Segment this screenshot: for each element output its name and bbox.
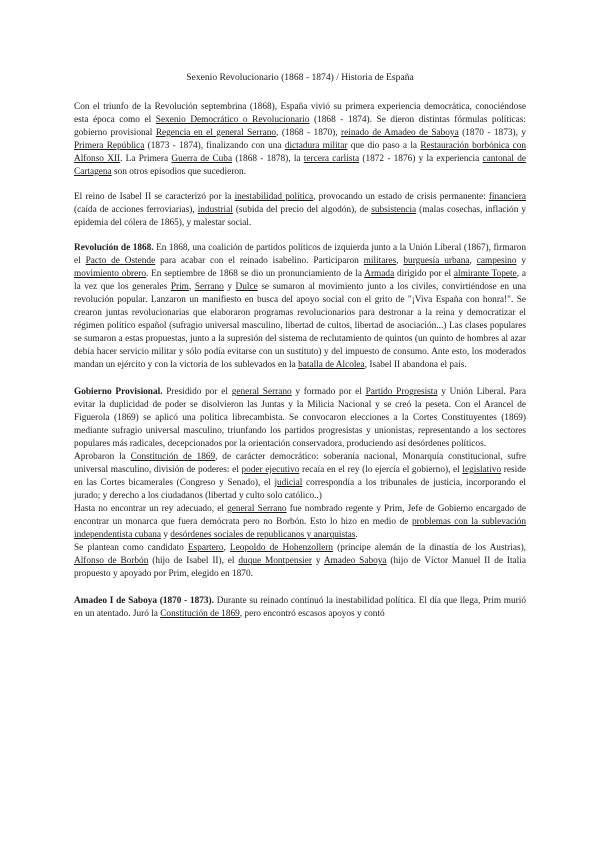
text-run: y Unión Liberal. Para evitar la duplicidad de poder se disolvieron las Juntas y la Milicia Nacional y se creó la peseta. Con el Arancel de Figuerola (1869) se aplicó una política librecambista. Se convocaron elecciones a la Cortes Constituyentes (1869) mediante sufragio universal masculino, triunfando los partidos progresistas y unionistas, representando a los sectores populares más radicales, decepcionados por la orientación conservadora, produciendo así desórdenes políticos.	[74, 387, 526, 449]
underlined-term: industrial	[197, 205, 233, 215]
text-run: ,	[396, 256, 404, 266]
paragraph-gobierno-provisional	[74, 386, 526, 451]
document-title: Sexenio Revolucionario (1868 - 1874) / Historia de España	[186, 72, 414, 83]
paragraph-intro	[74, 101, 526, 179]
underlined-term: Espartero	[187, 543, 224, 553]
text-run: recaía en el rey (lo ejercía el gobierno), el	[299, 465, 463, 475]
text-run: (subida del precio del algodón), de	[232, 205, 372, 215]
text-run: ,	[469, 256, 477, 266]
underlined-term: duque Montpensier	[238, 556, 312, 566]
text-run: (caída de acciones ferroviarias),	[74, 205, 198, 215]
text-run: y	[516, 256, 526, 266]
underlined-term: financiera	[488, 192, 526, 202]
text-run: (príncipe alemán de la dinastía de los Austrias),	[333, 543, 526, 553]
underlined-term: problemas con la sublevación independentista cubana	[74, 517, 527, 540]
section-heading: Gobierno Provisional.	[74, 387, 163, 397]
underlined-term: Sexenio Democrático o Revolucionario	[155, 115, 310, 125]
underlined-term: Constitución de 1869	[130, 452, 216, 462]
underlined-term: Restauración borbónica con Alfonso XII	[74, 141, 526, 164]
text-run: y formado por el	[291, 387, 366, 397]
text-run: (1873 - 1874), finalizando con una	[144, 141, 285, 151]
text-run: , Isabel II abandona el país.	[364, 360, 467, 370]
text-run: y	[161, 530, 171, 540]
underlined-term: Pacto de Ostende	[85, 256, 156, 266]
text-run: . En septiembre de 1868 se dio un pronunciamiento de la	[145, 269, 365, 279]
paragraph-isabel-ii	[74, 191, 526, 230]
underlined-term: Serrano	[194, 282, 224, 292]
text-run: Presidido por el	[162, 387, 232, 397]
underlined-term: Armada	[364, 269, 395, 279]
text-run: correspondía a los tribunales de justicia, incorporando el jurado; y derecho a los ciudadanos (libertad y culto solo católico..)	[74, 478, 526, 501]
text-run: Durante su reinado continuó la inestabilidad política. El día que llega, Prim murió en un atentado. Juró la	[74, 596, 526, 619]
text-run: , a la vez que los generales	[74, 269, 526, 292]
text-run: .	[355, 530, 358, 540]
text-run: , (1868 - 1870),	[276, 128, 342, 138]
text-run: (1868 - 1878), la	[232, 154, 304, 164]
underlined-term: batalla de Alcolea	[298, 360, 365, 370]
text-run: ,	[188, 282, 195, 292]
paragraph-candidatos	[74, 542, 526, 581]
underlined-term: general Serrano	[227, 504, 287, 514]
underlined-term: Dulce	[235, 282, 258, 292]
underlined-term: judicial	[274, 478, 303, 488]
underlined-term: dictadura militar	[284, 141, 348, 151]
text-run: ,	[223, 543, 230, 553]
text-run: Hasta no encontrar un rey adecuado, el	[74, 504, 228, 514]
underlined-term: campesino	[476, 256, 517, 266]
underlined-term: tercera carlista	[303, 154, 360, 164]
text-run: reside en las Cortes bicamerales (Congreso y Senado), el	[74, 465, 526, 488]
text-run: y	[311, 556, 324, 566]
text-run: son otros episodios que sucedieron.	[111, 167, 246, 177]
underlined-term: general Serrano	[231, 387, 292, 397]
underlined-term: movimiento obrero	[74, 269, 146, 279]
underlined-term: almirante Topete	[453, 269, 517, 279]
text-run: (malas cosechas, inflación y epidemia del cólera de 1865), y malestar social.	[74, 205, 526, 228]
text-run: , pero encontró escasos apoyos y contó	[239, 609, 385, 619]
text-run: , de carácter democrático: soberanía nacional, Monarquía constitucional, sufre universal masculino, división de poderes: el	[74, 452, 527, 475]
section-heading: Revolución de 1868.	[74, 243, 154, 253]
text-run: Con el triunfo de la Revolución septembrina (1868), España vivió su primera experiencia democrática, conociéndose esta época como el	[74, 102, 526, 125]
text-run: El reino de Isabel II se caracterizó por la	[74, 192, 235, 202]
paragraph-amadeo-i	[74, 595, 526, 621]
text-run: (1868 - 1874). Se dieron distintas fórmulas políticas: gobierno provisional	[74, 115, 527, 138]
text-run: (hijo de Víctor Manuel II de Italia propuesto y apoyado por Prim, elegido en 1870.	[74, 556, 526, 579]
text-run: , provocando un estado de crisis permanente:	[313, 192, 489, 202]
underlined-term: poder ejecutivo	[241, 465, 300, 475]
underlined-term: Partido Progresista	[365, 387, 438, 397]
text-run: Se plantean como candidato	[74, 543, 188, 553]
underlined-term: legislativo	[462, 465, 502, 475]
text-run: . La Primera	[120, 154, 172, 164]
text-run: (1872 - 1876) y la experiencia	[359, 154, 483, 164]
underlined-term: Amadeo Saboya	[323, 556, 387, 566]
underlined-term: Prim	[170, 282, 189, 292]
underlined-term: Alfonso de Borbón	[74, 556, 149, 566]
underlined-term: Primera República	[74, 141, 145, 151]
text-run: En 1868, una coalición de partidos políticos de izquierda junto a la Unión Liberal (1867), firmaron el	[74, 243, 526, 266]
text-run: (hijo de Isabel II), el	[148, 556, 239, 566]
text-run: para acabar con el reinado isabelino. Participaron	[155, 256, 364, 266]
underlined-term: desórdenes sociales de republicanos y anarquistas	[170, 530, 356, 540]
underlined-term: Regencia en el general Serrano	[155, 128, 277, 138]
text-run: dirigido por el	[394, 269, 454, 279]
underlined-term: burguesía urbana	[403, 256, 470, 266]
text-run: que dio paso a la	[347, 141, 421, 151]
underlined-term: cantonal de Cartagena	[74, 154, 527, 177]
text-run: fue nombrado regente y Prim, Jefe de Gobierno encargado de encontrar un monarca que fuera demócrata pero no Borbón. Esto lo hizo en medio de	[74, 504, 527, 527]
underlined-term: Guerra de Cuba	[171, 154, 233, 164]
underlined-term: militares	[363, 256, 397, 266]
underlined-term: reinado de Amadeo de Saboya	[341, 128, 459, 138]
text-run: (1870 - 1873), y	[458, 128, 527, 138]
text-run: Aprobaron la	[74, 452, 131, 462]
underlined-term: subsistencia	[371, 205, 417, 215]
paragraph-constitucion-1869	[74, 451, 526, 503]
text-run: y	[223, 282, 236, 292]
underlined-term: Constitución de 1869	[160, 609, 240, 619]
paragraph-regencia	[74, 503, 526, 542]
underlined-term: inestabilidad política	[234, 192, 314, 202]
underlined-term: Leopoldo de Hohenzollern	[229, 543, 334, 553]
section-heading: Amadeo I de Saboya (1870 - 1873).	[74, 596, 214, 606]
paragraph-revolucion-1868	[74, 242, 526, 372]
text-run: se sumaron al movimiento junto a los civiles, convirtiéndose en una revolución popular. Lanzaron un manifiesto en busca del apoyo social con el grito de "¡Viva España con honra!". Se crearon juntas revolucionarias que elaboraron programas revolucionarios para destronar a la reina y democratizar el régimen político español (sufragio universal masculino, libertad de cultos, libertad de asociación...) Las clases populares se sumaron a estas propuestas, junto a la supresión del sistema de reclutamiento de quintos (un quinto de hombres al azar debía hacer servicio militar y sólo podía evitarse con un sustituto) y del impuesto de consumo. Ante esto, los moderados mandan un ejército y con la victoria de los sublevados en la	[74, 282, 527, 370]
